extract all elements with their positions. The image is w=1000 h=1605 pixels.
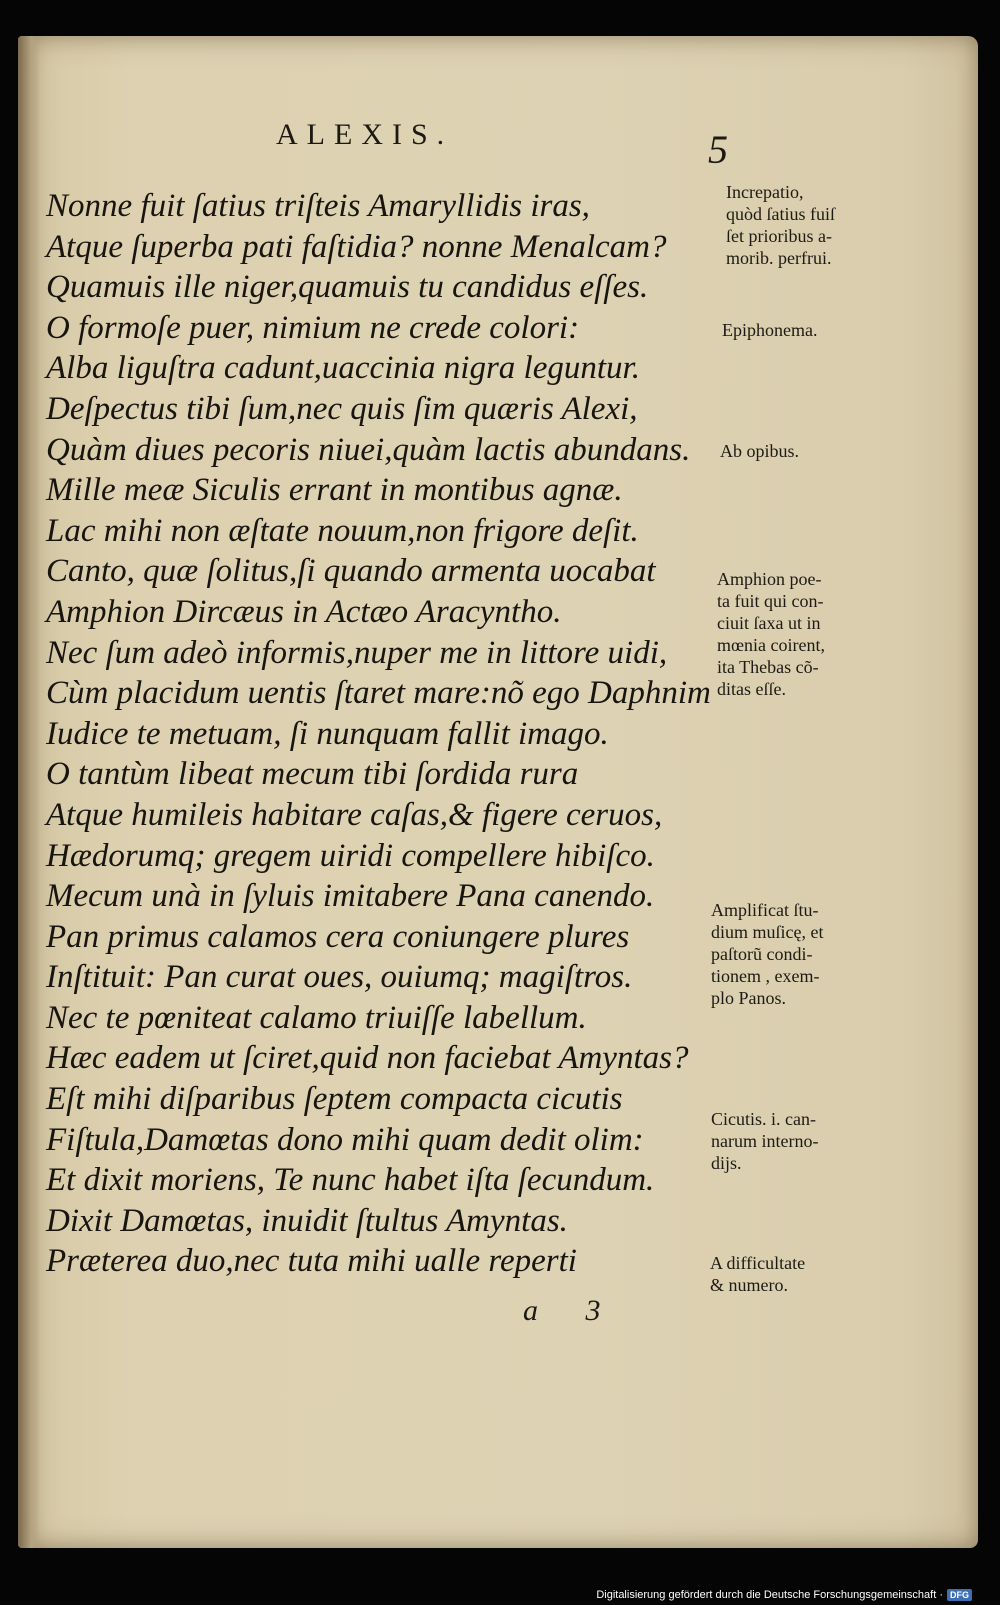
verse-line: Canto, quæ ſolitus,ſi quando armenta uocabat: [46, 553, 656, 590]
verse-line: Iudice te metuam, ſi nunquam fallit imago.: [46, 715, 609, 752]
verse-line: Cùm placidum uentis ſtaret mare:nõ ego Daphnim: [46, 675, 711, 712]
verse-line: O formoſe puer, nimium ne crede colori:: [46, 309, 580, 346]
verse-line: Deſpectus tibi ſum,nec quis ſim quæris Alexi,: [46, 390, 638, 427]
verse-line: Nonne fuit ſatius triſteis Amaryllidis iras,: [46, 188, 590, 224]
verse-block: [46, 186, 746, 1282]
verse-line: Amphion Dircæus in Actæo Aracyntho.: [46, 593, 562, 630]
marginal-note: Cicutis. i. can- narum interno- dijs.: [711, 1109, 819, 1173]
signature-mark: a 3: [523, 1294, 621, 1327]
dfg-logo-icon: DFG: [947, 1589, 972, 1601]
page-binding-shadow: [18, 36, 40, 1548]
credit-text: Digitalisierung gefördert durch die Deutsche Forschungsgemeinschaft ·: [596, 1589, 943, 1601]
verse-line: Inſtituit: Pan curat oues, ouiumq; magiſtros.: [46, 959, 633, 996]
marginal-note: Amphion poe- ta fuit qui con- ciuit ſaxa ut in mœnia coirent, ita Thebas cõ- ditas eſſe.: [717, 569, 825, 699]
verse-line: Dixit Damœtas, inuidit ſtultus Amyntas.: [46, 1202, 568, 1239]
verse-line: Lac mihi non æſtate nouum,non frigore deſit.: [46, 512, 639, 549]
verse-line: Fiſtula,Damœtas dono mihi quam dedit olim:: [46, 1121, 644, 1158]
verse-line: Atque humileis habitare caſas,& figere ceruos,: [46, 796, 663, 833]
book-page: [18, 36, 978, 1548]
marginal-note: Ab opibus.: [720, 441, 800, 461]
running-head: ALEXIS.: [276, 118, 454, 151]
verse-line: Quamuis ille niger,quamuis tu candidus eſſes.: [46, 269, 649, 306]
verse-line: Eſt mihi diſparibus ſeptem compacta cicutis: [46, 1081, 623, 1118]
verse-line: Alba liguſtra cadunt,uaccinia nigra leguntur.: [46, 350, 640, 387]
verse-line: Nec te pœniteat calamo triuiſſe labellum.: [46, 999, 587, 1036]
marginal-note: Increpatio, quòd ſatius fuiſ ſet prioribus a- morib. perfrui.: [726, 182, 835, 268]
verse-line: Præterea duo,nec tuta mihi ualle reperti: [46, 1243, 577, 1280]
verse-line: Atque ſuperba pati faſtidia? nonne Menalcam?: [46, 228, 667, 265]
verse-line: Nec ſum adeò informis,nuper me in littore uidi,: [46, 634, 668, 671]
digitization-credit: [596, 1589, 972, 1601]
verse-line: Hæc eadem ut ſciret,quid non faciebat Amyntas?: [46, 1040, 689, 1077]
page-number: 5: [708, 127, 728, 172]
marginal-note: Epiphonema.: [722, 320, 818, 340]
verse-line: Quàm diues pecoris niuei,quàm lactis abundans.: [46, 431, 691, 468]
marginal-note: Amplificat ſtu- dium muſicę, et paſtorũ condi- tionem , exem- plo Panos.: [711, 900, 824, 1008]
verse-line: Hædorumq; gregem uiridi compellere hibiſco.: [46, 837, 655, 874]
verse-line: Pan primus calamos cera coniungere plures: [46, 918, 630, 955]
marginal-note: A difficultate & numero.: [710, 1253, 806, 1295]
verse-line: Mecum unà in ſyluis imitabere Pana canendo.: [46, 878, 655, 915]
verse-line: O tantùm libeat mecum tibi ſordida rura: [46, 756, 579, 793]
verse-line: Mille meæ Siculis errant in montibus agnæ.: [46, 472, 623, 509]
verse-line: Et dixit moriens, Te nunc habet iſta ſecundum.: [46, 1162, 655, 1199]
